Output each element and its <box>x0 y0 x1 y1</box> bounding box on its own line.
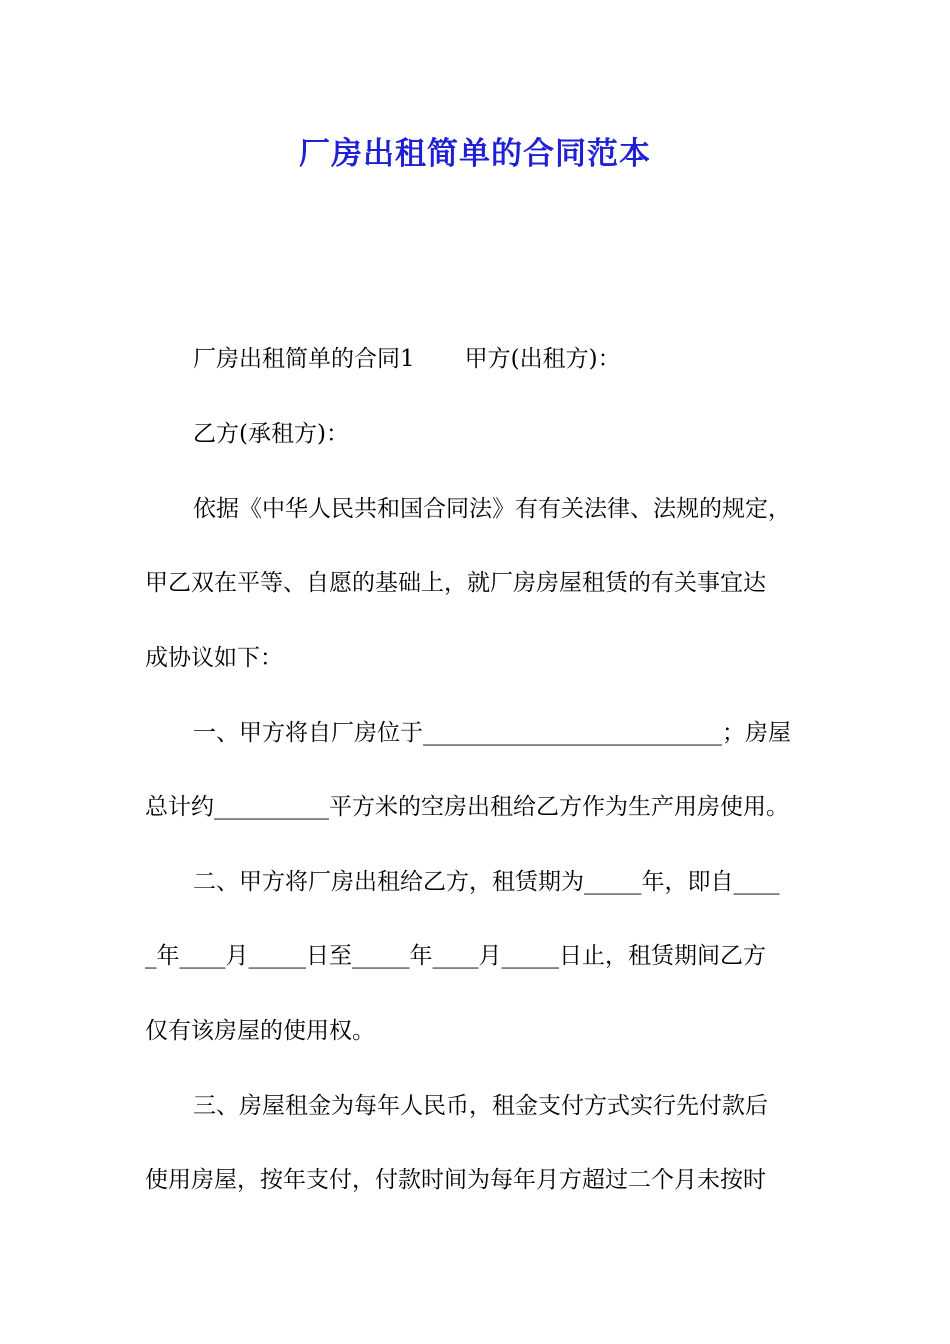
clause-3-line: 三、房屋租金为每年人民币，租金支付方式实行先付款后 <box>193 1093 768 1119</box>
paragraph-line: 甲乙双在平等、自愿的基础上，就厂房房屋租赁的有关事宜达 <box>145 570 766 596</box>
paragraph-line: 依据《中华人民共和国合同法》有有关法律、法规的规定， <box>193 496 791 522</box>
contract-heading-line <box>193 344 873 374</box>
clause-2-line: 二、甲方将厂房出租给乙方，租赁期为_____年，即自____ <box>193 869 780 895</box>
contract-number-label: 厂房出租简单的合同1 <box>193 346 415 372</box>
party-a-label: 甲方(出租方)： <box>464 346 621 372</box>
party-b-label: 乙方(承租方)： <box>193 421 349 447</box>
clause-2-line: 仅有该房屋的使用权。 <box>145 1018 375 1044</box>
paragraph-line: 成协议如下： <box>145 645 283 671</box>
clause-3-line: 使用房屋，按年支付，付款时间为每年月方超过二个月未按时 <box>145 1167 766 1193</box>
clause-1-line: 总计约__________平方米的空房出租给乙方作为生产用房使用。 <box>145 794 789 820</box>
document-title: 厂房出租简单的合同范本 <box>299 136 651 172</box>
clause-1-line: 一、甲方将自厂房位于__________________________；房屋 <box>193 720 791 746</box>
clause-2-line: _年____月_____日至_____年____月_____日止，租赁期间乙方 <box>145 943 766 969</box>
